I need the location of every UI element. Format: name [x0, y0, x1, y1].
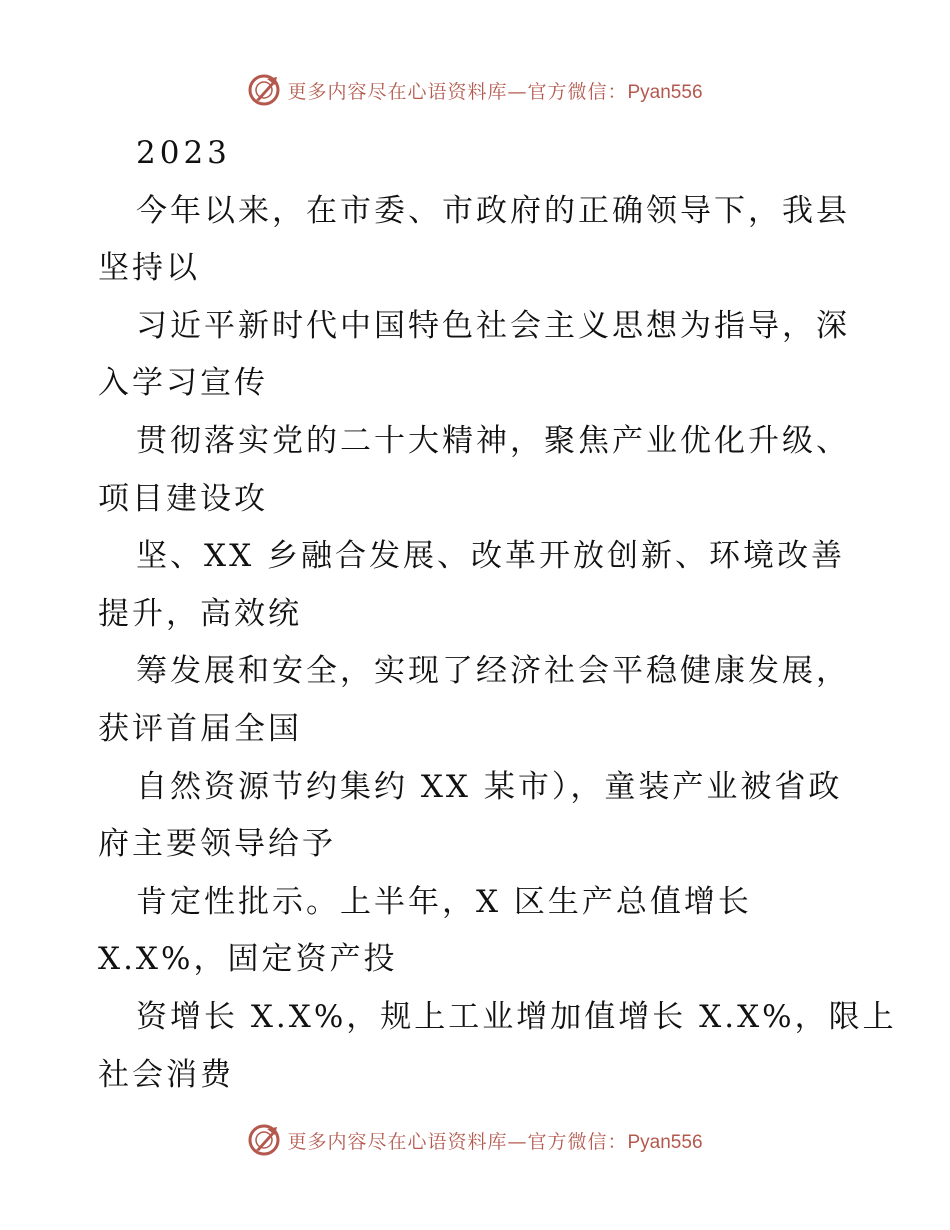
body-line: 习近平新时代中国特色社会主义思想为指导，深: [136, 307, 850, 344]
body-line: 入学习宣传: [98, 365, 268, 402]
body-line: 获评首届全国: [98, 710, 302, 747]
footer-banner-text: 更多内容尽在心语资料库—官方微信：Pyan556: [287, 1130, 703, 1153]
header-banner: [0, 70, 950, 110]
footer-banner: [0, 1120, 950, 1160]
body-line: 今年以来，在市委、市政府的正确领导下，我县: [136, 192, 850, 229]
quill-seal-icon: [247, 1123, 281, 1157]
body-line: 肯定性批示。上半年，X 区生产总值增长: [136, 883, 752, 920]
header-wechat-id: Pyan556: [627, 81, 703, 103]
body-line: 2023: [136, 135, 231, 171]
body-line: 项目建设攻: [98, 480, 268, 517]
body-line: 贯彻落实党的二十大精神，聚焦产业优化升级、: [136, 422, 850, 459]
body-line: 筹发展和安全，实现了经济社会平稳健康发展，: [136, 653, 850, 690]
body-line: 社会消费: [98, 1056, 234, 1093]
body-line: 自然资源节约集约 XX 某市），童装产业被省政: [136, 768, 843, 805]
body-line: 坚持以: [98, 250, 200, 287]
body-line: 坚、XX 乡融合发展、改革开放创新、环境改善: [136, 538, 845, 575]
document-body: [98, 125, 897, 1104]
body-line: 资增长 X.X%，规上工业增加值增长 X.X%，限上: [136, 998, 897, 1035]
body-line: 府主要领导给予: [98, 826, 336, 863]
body-line: 提升，高效统: [98, 595, 302, 632]
quill-seal-icon: [247, 73, 281, 107]
body-line: X.X%，固定资产投: [98, 941, 398, 978]
footer-wechat-id: Pyan556: [627, 1131, 703, 1153]
header-banner-text: 更多内容尽在心语资料库—官方微信：Pyan556: [287, 80, 703, 103]
